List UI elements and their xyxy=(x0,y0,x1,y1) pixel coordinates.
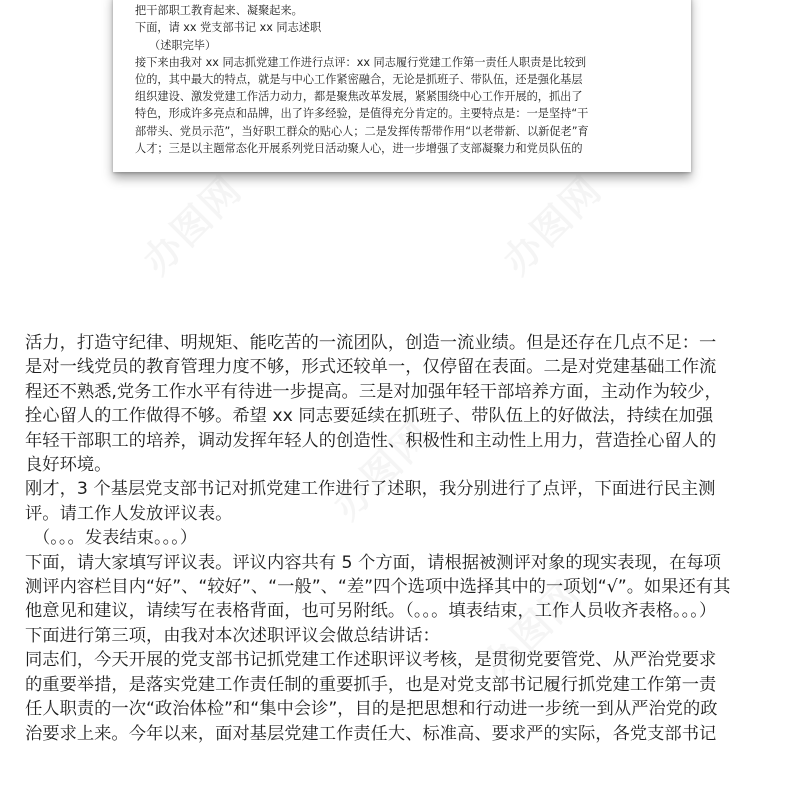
body-line: 他意见和建议，请续写在表格背面，也可另附纸。（。。。填表结束，工作人员收齐表格。。。） xyxy=(25,601,717,622)
body-text-block xyxy=(25,331,785,746)
preview-line: 组织建设、激发党建工作活力动力，都是聚焦改革发展，紧紧围绕中心工作开展的，抓出了 xyxy=(135,90,583,104)
body-line: 活力，打造守纪律、明规矩、能吃苦的一流团队，创造一流业绩。但是还存在几点不足：一 xyxy=(25,333,717,353)
page-preview-card xyxy=(113,0,691,172)
body-line: 是对一线党员的教育管理力度不够，形式还较单一，仅停留在表面。二是对党建基础工作流 xyxy=(25,357,717,378)
body-line: 良好环境。 xyxy=(25,455,112,476)
preview-line: 特色，形成许多亮点和品牌，出了许多经验，是值得充分肯定的。主要特点是：一是坚持“干 xyxy=(135,107,589,121)
body-line: 下面，请大家填写评议表。评议内容共有 5 个方面，请根据被测评对象的现实表现，在每项 xyxy=(25,552,721,573)
watermark: 办图网 xyxy=(134,166,251,283)
body-line: 治要求上来。今年以来，面对基层党建工作责任大、标准高、要求严的实际，各党支部书记 xyxy=(25,723,717,744)
body-line: 测评内容栏目内“好”、“较好”、“一般”、“差”四个选项中选择其中的一项划“√”。如果还有其 xyxy=(25,577,731,598)
body-line: 程还不熟悉,党务工作水平有待进一步提高。三是对加强年轻干部培养方面，主动作为较少， xyxy=(25,381,722,402)
body-line: 的重要举措，是落实党建工作责任制的重要抓手，也是对党支部书记履行抓党建工作第一责 xyxy=(25,674,717,695)
preview-line: 接下来由我对 xx 同志抓党建工作进行点评：xx 同志履行党建工作第一责任人职责是比较到 xyxy=(135,55,587,69)
body-line: 刚才，3 个基层党支部书记对抓党建工作进行了述职，我分别进行了点评，下面进行民主测 xyxy=(25,479,716,500)
body-line: 下面进行第三项，由我对本次述职评议会做总结讲话： xyxy=(25,625,440,646)
body-line: 评。请工作人发放评议表。 xyxy=(25,503,233,524)
preview-line: 部带头、党员示范”，当好职工群众的贴心人；二是发挥传帮带作用“以老带新、以新促老”育 xyxy=(135,124,589,138)
body-line: 同志们，今天开展的党支部书记抓党建工作述职评议考核，是贯彻党要管党、从严治党要求 xyxy=(25,650,717,671)
body-line: 年轻干部职工的培养，调动发挥年轻人的创造性、积极性和主动性上用力，营造拴心留人的 xyxy=(25,430,717,451)
body-line: （。。。发表结束。。。） xyxy=(33,528,198,549)
preview-line: 人才；三是以主题常态化开展系列党日活动聚人心，进一步增强了支部凝聚力和党员队伍的 xyxy=(135,141,583,155)
watermark: 办图网 xyxy=(324,411,441,528)
preview-line: 位的，其中最大的特点，就是与中心工作紧密融合，无论是抓班子、带队伍，还是强化基层 xyxy=(135,73,583,87)
preview-line: 把干部职工教育起来、凝聚起来。 xyxy=(135,4,303,18)
preview-text-block xyxy=(135,0,665,157)
preview-line: 下面，请 xx 党支部书记 xx 同志述职 xyxy=(135,21,322,35)
watermark: 办图网 xyxy=(474,571,591,688)
body-line: 拴心留人的工作做得不够。希望 xx 同志要延续在抓班子、带队伍上的好做法，持续在加强 xyxy=(25,406,714,427)
body-line: 任人职责的一次“政治体检”和“集中会诊”，目的是把思想和行动进一步统一到从严治党的政 xyxy=(25,699,718,720)
preview-line: （述职完毕） xyxy=(149,38,217,52)
watermark: 办图网 xyxy=(494,166,611,283)
